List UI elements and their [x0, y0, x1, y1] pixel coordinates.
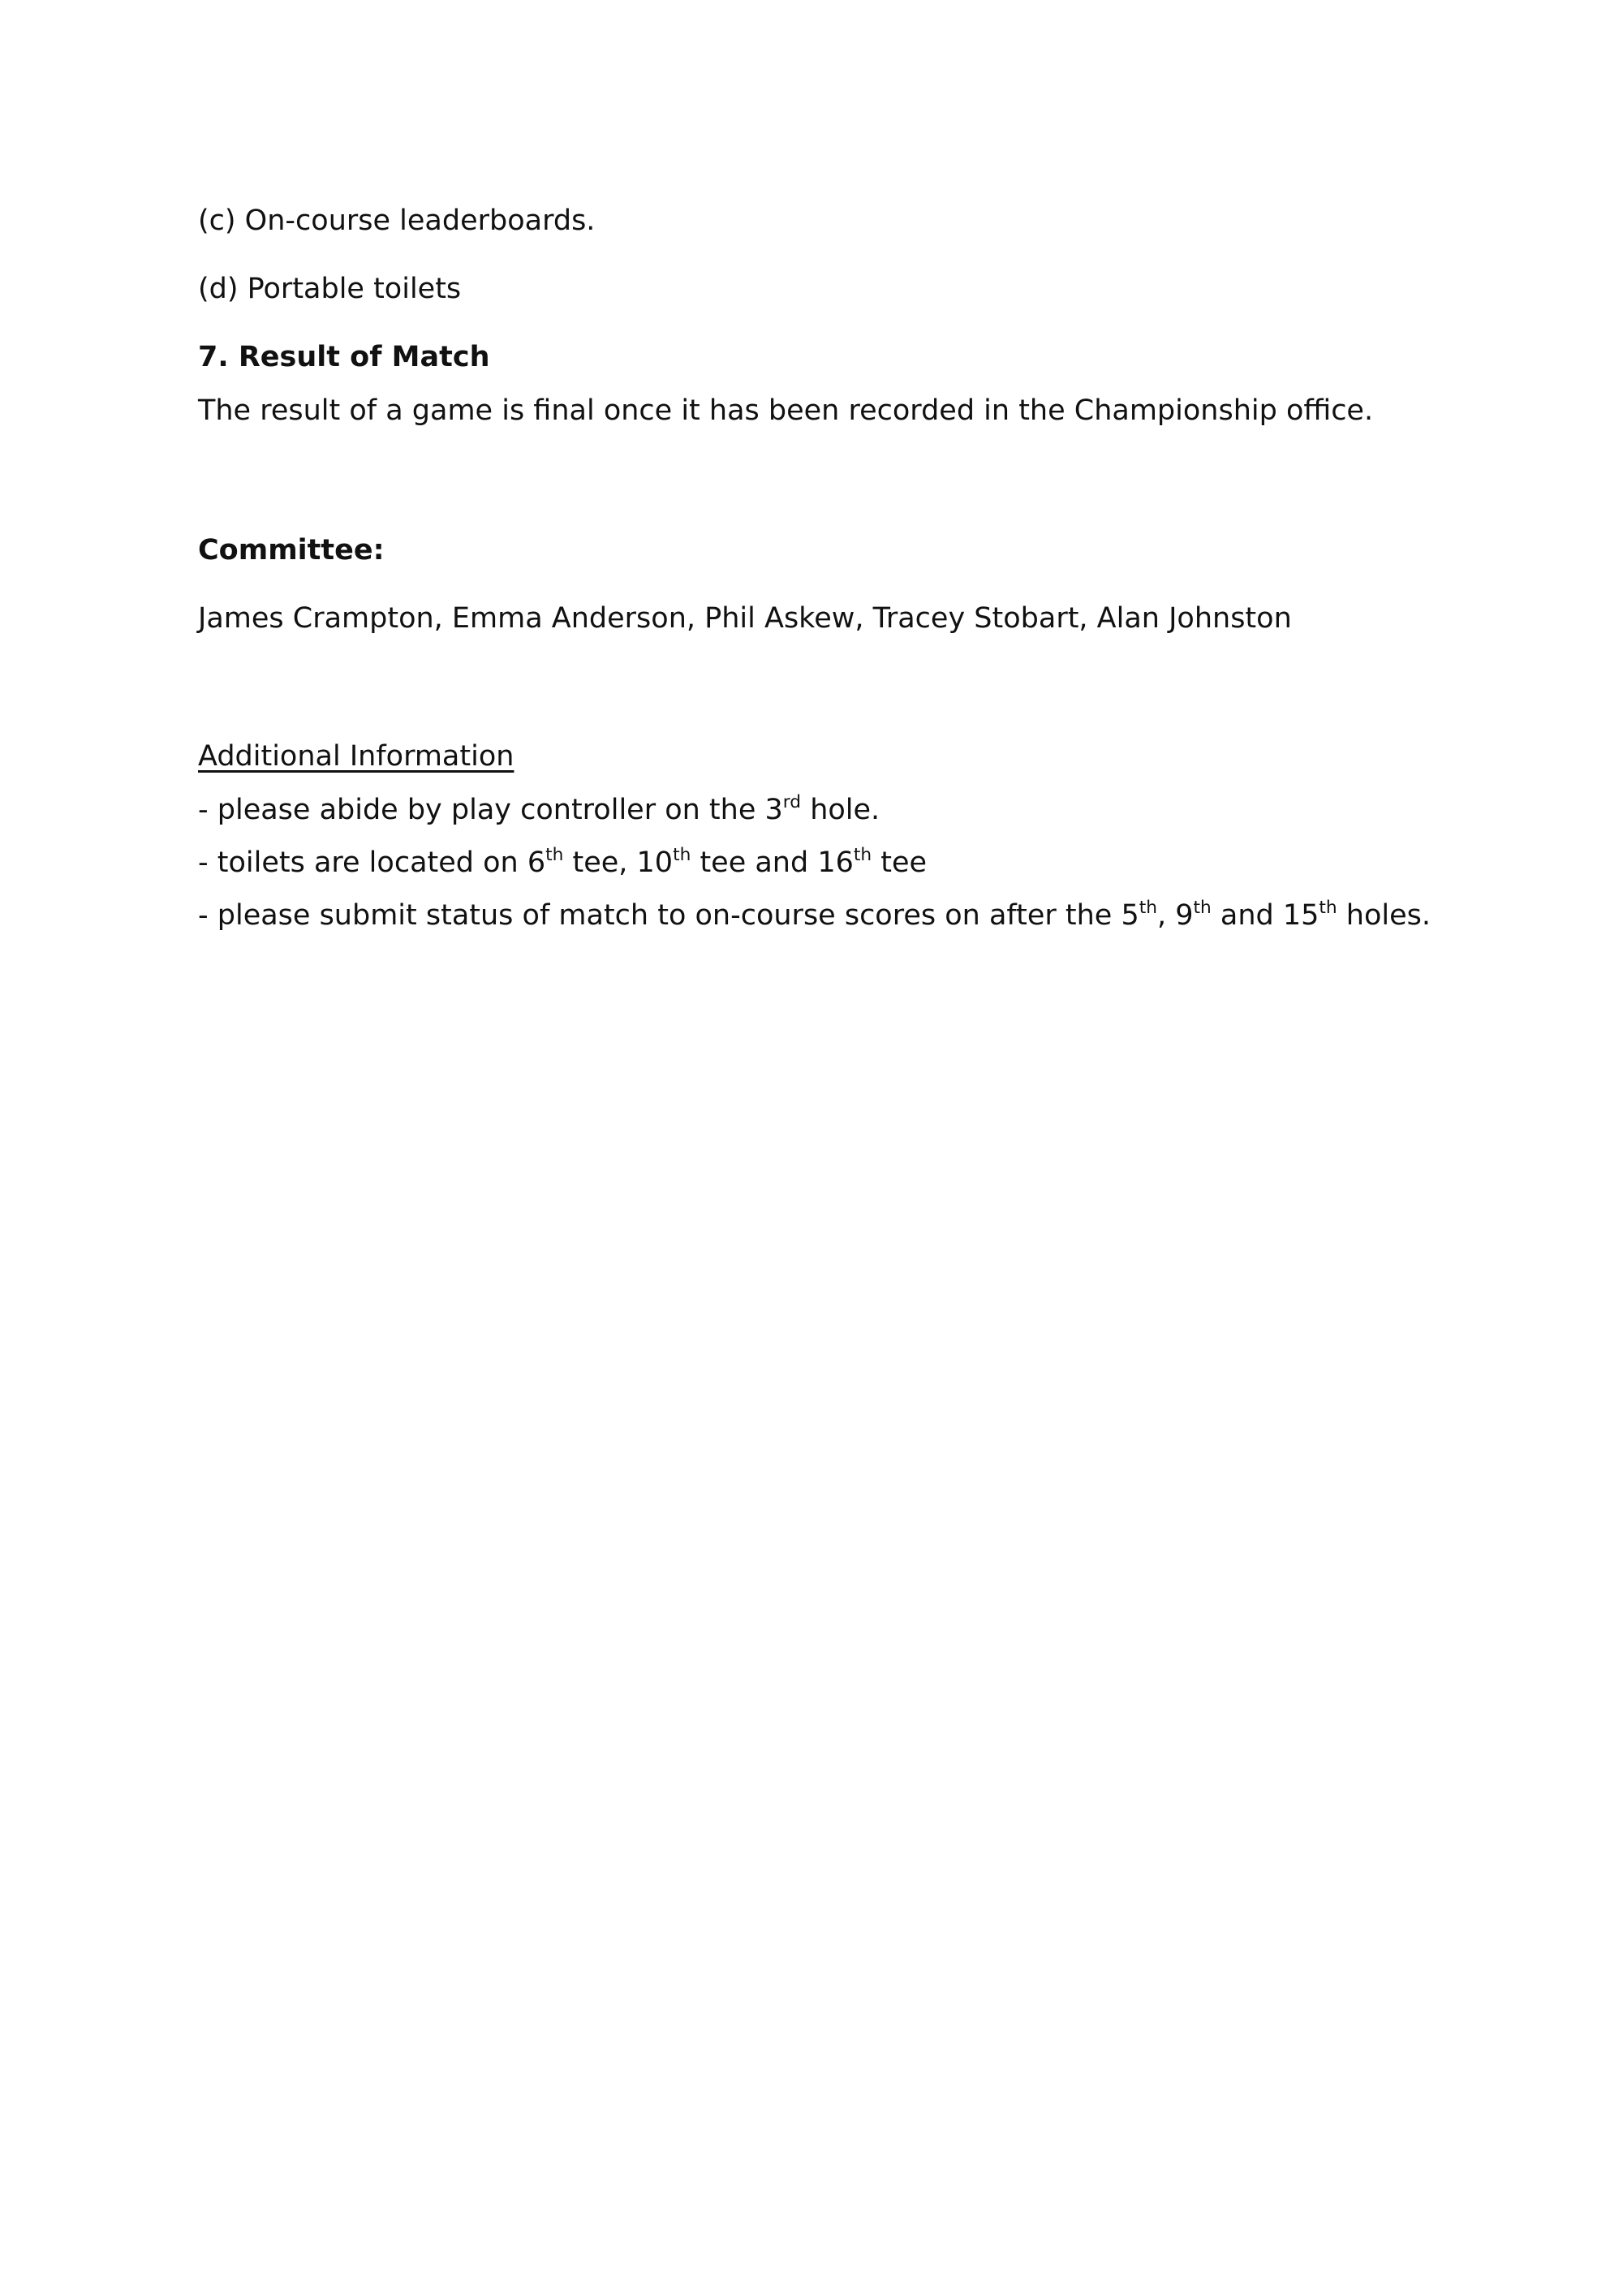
- text-segment: tee and 16: [691, 846, 854, 879]
- additional-info-line-1: [198, 792, 880, 828]
- text-segment: tee, 10: [563, 846, 674, 879]
- committee-heading: Committee:: [198, 534, 385, 566]
- additional-info-heading: Additional Information: [198, 740, 514, 773]
- text-segment: hole.: [801, 794, 880, 826]
- text-segment: tee: [872, 846, 928, 879]
- ordinal-suffix: th: [853, 844, 872, 865]
- ordinal-suffix: th: [1319, 897, 1337, 918]
- ordinal-suffix: th: [545, 844, 564, 865]
- text-segment: and 15: [1211, 899, 1319, 932]
- text-segment: - please submit status of match to on-course scores on after the 5: [198, 899, 1139, 932]
- committee-members: James Crampton, Emma Anderson, Phil Askew, Tracey Stobart, Alan Johnston: [198, 602, 1292, 635]
- section-7-heading: 7. Result of Match: [198, 341, 490, 373]
- text-segment: holes.: [1337, 899, 1431, 932]
- ordinal-suffix: rd: [782, 791, 802, 812]
- ordinal-suffix: th: [1193, 897, 1212, 918]
- additional-info-line-3: [198, 898, 1431, 933]
- list-item-c: (c) On-course leaderboards.: [198, 205, 596, 237]
- ordinal-suffix: th: [673, 844, 691, 865]
- ordinal-suffix: th: [1139, 897, 1157, 918]
- list-item-d: (d) Portable toilets: [198, 273, 462, 305]
- section-7-body: The result of a game is final once it has been recorded in the Championship office.: [198, 394, 1374, 427]
- text-segment: - please abide by play controller on the 3: [198, 794, 783, 826]
- text-segment: - toilets are located on 6: [198, 846, 546, 879]
- text-segment: , 9: [1156, 899, 1194, 932]
- additional-info-line-2: [198, 845, 927, 881]
